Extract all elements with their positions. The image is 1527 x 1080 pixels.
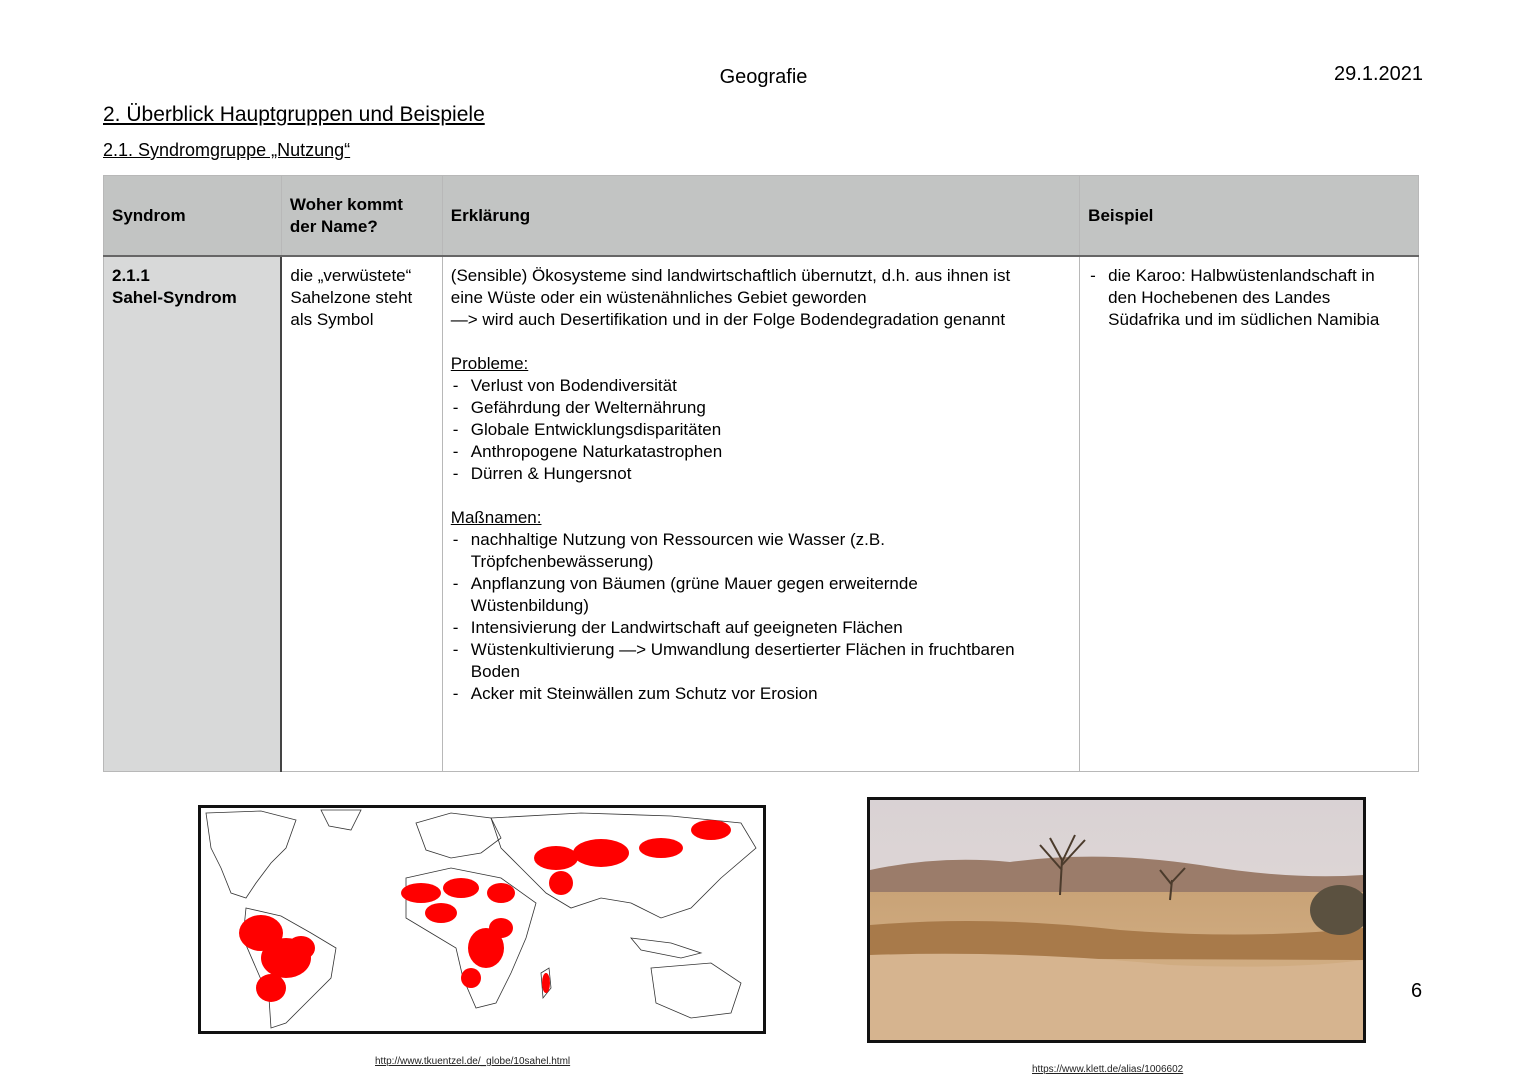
cell-woher: die „verwüstete“ Sahelzone steht als Symbol	[281, 256, 442, 772]
desertification-region	[443, 878, 479, 898]
landscape-photo-image	[870, 800, 1363, 1040]
list-item: - Globale Entwicklungsdisparitäten	[451, 419, 1071, 441]
desertification-region	[639, 838, 683, 858]
document-date: 29.1.2021	[1334, 63, 1423, 85]
header-woher: Woher kommt der Name?	[281, 176, 442, 257]
photo-source-link[interactable]: https://www.klett.de/alias/1006602	[1032, 1064, 1184, 1075]
list-item: - Intensivierung der Landwirtschaft auf geeigneten Flächen	[451, 617, 1071, 639]
header-syndrom: Syndrom	[104, 176, 282, 257]
desertification-region	[542, 973, 550, 993]
list-item: - Acker mit Steinwällen zum Schutz vor Erosion	[451, 683, 1071, 705]
desertification-regions	[239, 820, 731, 1002]
list-item: - die Karoo: Halbwüstenlandschaft in den Hochebenen des Landes Südafrika und im südlichen Namibia	[1088, 265, 1410, 331]
probleme-list	[451, 375, 1071, 485]
table-header-row	[104, 176, 1419, 257]
desertification-region	[534, 846, 578, 870]
list-item: - Wüstenkultivierung —> Umwandlung desertierter Flächen in fruchtbaren Boden	[451, 639, 1071, 683]
world-map-image	[201, 808, 763, 1031]
list-item: - Gefährdung der Welternährung	[451, 397, 1071, 419]
desertification-region	[256, 974, 286, 1002]
desertification-region	[549, 871, 573, 895]
list-item: - nachhaltige Nutzung von Ressourcen wie Wasser (z.B. Tröpfchenbewässerung)	[451, 529, 1071, 573]
massnahmen-label: Maßnamen:	[450, 508, 542, 527]
subject-title: Geografie	[719, 66, 808, 88]
list-item: - Dürren & Hungersnot	[451, 463, 1071, 485]
syndrome-table	[103, 175, 1419, 772]
desertification-region	[401, 883, 441, 903]
massnahmen-list	[451, 529, 1071, 705]
desertification-region	[425, 903, 457, 923]
desertification-region	[287, 936, 315, 960]
world-map-figure	[198, 805, 766, 1034]
cell-syndrom: 2.1.1 Sahel-Syndrom	[104, 256, 282, 772]
section-heading: 2. Überblick Hauptgruppen und Beispiele	[103, 103, 485, 126]
landscape-photo	[867, 797, 1366, 1043]
list-item: - Anpflanzung von Bäumen (grüne Mauer gegen erweiternde Wüstenbildung)	[451, 573, 1071, 617]
desertification-region	[487, 883, 515, 903]
list-item: - Anthropogene Naturkatastrophen	[451, 441, 1071, 463]
map-source-link[interactable]: http://www.tkuentzel.de/_globe/10sahel.html	[375, 1056, 571, 1067]
probleme-label: Probleme:	[450, 354, 529, 373]
desertification-region	[461, 968, 481, 988]
desertification-region	[489, 918, 513, 938]
subsection-heading: 2.1. Syndromgruppe „Nutzung“	[103, 140, 351, 160]
header-erklaerung: Erklärung	[442, 176, 1079, 257]
desertification-region	[573, 839, 629, 867]
table-row	[104, 256, 1419, 772]
list-item: - Verlust von Bodendiversität	[451, 375, 1071, 397]
cell-beispiel	[1080, 256, 1419, 772]
header-beispiel: Beispiel	[1080, 176, 1419, 257]
page-number: 6	[1411, 980, 1423, 1002]
desertification-region	[691, 820, 731, 840]
cell-erklaerung: (Sensible) Ökosysteme sind landwirtschaftlich übernutzt, d.h. aus ihnen ist eine Wüste oder ein wüstenähnliches Gebiet geworden —> wird auch Desertifikation und in der Folge Bodendegradation genannt Probleme: - Verlust von Bodendiversität - Gefährdung der Welternährung - Globale Entwicklungsdisparitäten - Anthropogene Naturkatastrophen - Dürren & Hungersnot Maßnamen: - nachhaltige Nutzung von Ressourcen wie Wasser (z.B. Tröpfchenbewässerung) - Anpflanzung von Bäumen (grüne Mauer gegen erweiternde Wüstenbildung) - Intensivierung der Landwirtschaft auf geeigneten Flächen - Wüstenkultivierung —> Umwandlung desertierter Flächen in fruchtbaren Boden - Acker mit Steinwällen zum Schutz vor Erosion	[442, 256, 1079, 772]
